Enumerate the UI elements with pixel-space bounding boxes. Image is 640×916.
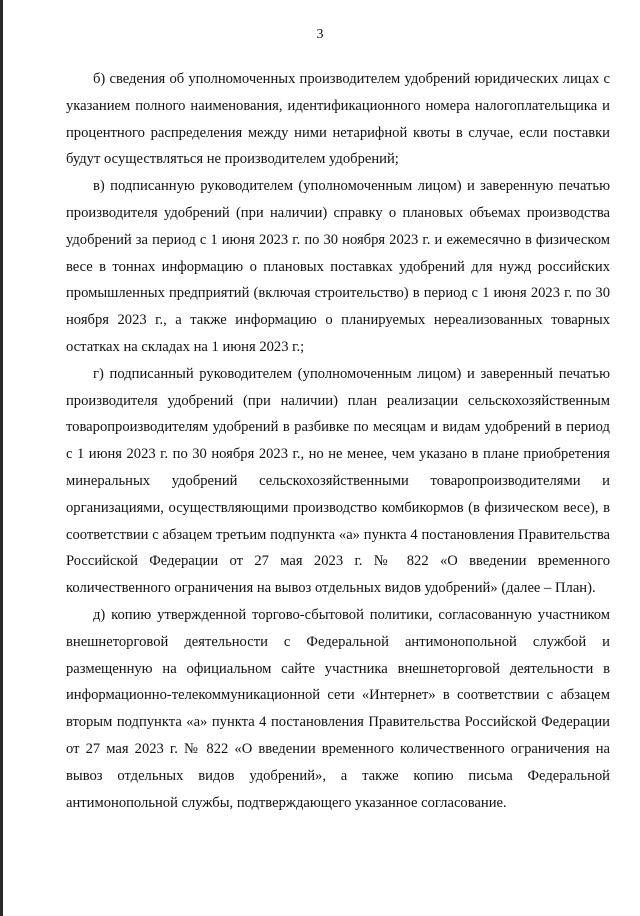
paragraph-b: б) сведения об уполномоченных производителем удобрений юридических лицах с указанием полного наименования, идентификационного номера налогоплательщика и процентного распределения между ними нетарифной квоты в случае, если поставки будут осуществляться не производителем удобрений; [66, 71, 610, 168]
paragraph-d: д) копию утвержденной торгово-сбытовой политики, согласованную участником внешнеторговой деятельности с Федеральной антимонопольной службой и размещенную на официальном сайте участника внешнеторговой деятельности в информационно-телекоммуникационной сети «Интернет» в соответствии с абзацем вторым подпункта «а» пункта 4 постановления Правительства Российской Федерации от 27 мая 2023 г. № 822 «О введении временного количественного ограничения на вывоз отдельных видов удобрений», а также копию письма Федеральной антимонопольной службы, подтверждающего указанное согласование. [66, 606, 610, 811]
paragraph-g: г) подписанный руководителем (уполномоченным лицом) и заверенный печатью производителя удобрений (при наличии) план реализации сельскохозяйственным товаропроизводителям удобрений в разбивке по месяцам и видам удобрений в период с 1 июня 2023 г. по 30 ноября 2023 г., но не менее, чем указано в плане приобретения минеральных удобрений сельскохозяйственными товаропроизводителями и организациями, осуществляющими производство комбикормов (в физическом весе), в соответствии с абзацем третьим подпункта «а» пункта 4 постановления Правительства Российской Федерации от 27 мая 2023 г. № 822 «О введении временного количественного ограничения на вывоз отдельных видов удобрений» (далее – План). [66, 365, 610, 597]
page-number: 3 [316, 27, 324, 42]
paragraph-v: в) подписанную руководителем (уполномоченным лицом) и заверенную печатью производителя удобрений (при наличии) справку о плановых объемах производства удобрений за период с 1 июня 2023 г. по 30 ноября 2023 г. и ежемесячно в физическом весе в тоннах информацию о плановых поставках удобрений для нужд российских промышленных предприятий (включая строительство) в период с 1 июня 2023 г. по 30 ноября 2023 г., а также информацию о планируемых нереализованных товарных остатках на складах на 1 июня 2023 г.; [66, 178, 610, 355]
scan-edge [0, 0, 3, 916]
document-body [66, 66, 610, 816]
